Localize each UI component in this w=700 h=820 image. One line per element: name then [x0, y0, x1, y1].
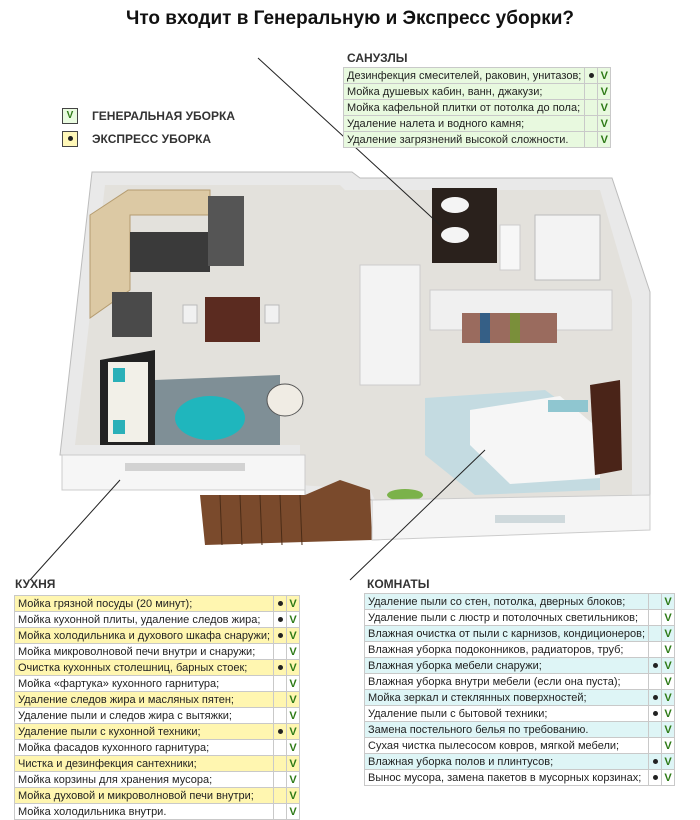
- general-mark: V: [287, 596, 300, 612]
- general-mark: V: [287, 644, 300, 660]
- task-text: Очистка кухонных столешниц, барных стоек;: [15, 660, 274, 676]
- checklist-row: [344, 68, 611, 84]
- general-mark: V: [287, 692, 300, 708]
- dot-icon: [278, 665, 283, 670]
- dot-icon: [653, 775, 658, 780]
- express-mark: [274, 612, 287, 628]
- checklist-row: [15, 772, 300, 788]
- express-mark: [585, 68, 598, 84]
- dot-icon: [278, 633, 283, 638]
- checklist-row: [365, 738, 675, 754]
- general-mark: V: [662, 706, 675, 722]
- checklist-row: [15, 708, 300, 724]
- task-text: Вынос мусора, замена пакетов в мусорных корзинах;: [365, 770, 649, 786]
- general-mark: V: [662, 738, 675, 754]
- checklist-row: [15, 804, 300, 820]
- task-text: Мойка корзины для хранения мусора;: [15, 772, 274, 788]
- page-title: Что входит в Генеральную и Экспресс уборки?: [125, 8, 574, 29]
- task-text: Чистка и дезинфекция сантехники;: [15, 756, 274, 772]
- dot-icon: [62, 131, 78, 147]
- general-mark: V: [287, 724, 300, 740]
- checklist-row: [365, 706, 675, 722]
- express-mark: [274, 628, 287, 644]
- general-mark: V: [662, 770, 675, 786]
- express-mark: [274, 644, 287, 660]
- checklist-row: [15, 676, 300, 692]
- express-mark: [649, 674, 662, 690]
- express-mark: [274, 724, 287, 740]
- dot-icon: [653, 711, 658, 716]
- bathroom-label: САНУЗЛЫ: [347, 51, 408, 65]
- express-mark: [649, 690, 662, 706]
- general-mark: V: [662, 626, 675, 642]
- express-mark: [649, 722, 662, 738]
- checklist-row: [365, 722, 675, 738]
- task-text: Влажная уборка подоконников, радиаторов, труб;: [365, 642, 649, 658]
- task-text: Мойка «фартука» кухонного гарнитура;: [15, 676, 274, 692]
- general-mark: V: [662, 674, 675, 690]
- task-text: Мойка микроволновой печи внутри и снаружи;: [15, 644, 274, 660]
- checklist-row: [365, 674, 675, 690]
- checklist-row: [15, 628, 300, 644]
- general-mark: V: [287, 756, 300, 772]
- task-text: Удаление пыли с бытовой техники;: [365, 706, 649, 722]
- legend: [62, 104, 235, 150]
- express-mark: [649, 706, 662, 722]
- dot-icon: [653, 663, 658, 668]
- express-mark: [649, 754, 662, 770]
- checklist-row: [15, 644, 300, 660]
- express-mark: [274, 740, 287, 756]
- general-mark: V: [662, 658, 675, 674]
- task-text: Влажная уборка внутри мебели (если она пуста);: [365, 674, 649, 690]
- task-text: Мойка грязной посуды (20 минут);: [15, 596, 274, 612]
- checklist-row: [365, 626, 675, 642]
- general-mark: V: [598, 132, 611, 148]
- general-mark: V: [287, 612, 300, 628]
- check-icon: V: [62, 108, 78, 124]
- general-mark: V: [287, 660, 300, 676]
- task-text: Мойка духовой и микроволновой печи внутри;: [15, 788, 274, 804]
- task-text: Влажная уборка полов и плинтусов;: [365, 754, 649, 770]
- rooms-label: КОМНАТЫ: [367, 577, 430, 591]
- task-text: Мойка кафельной плитки от потолка до пола;: [344, 100, 585, 116]
- dot-icon: [278, 601, 283, 606]
- checklist-row: [15, 596, 300, 612]
- task-text: Мойка зеркал и стеклянных поверхностей;: [365, 690, 649, 706]
- express-mark: [585, 84, 598, 100]
- checklist-row: [365, 642, 675, 658]
- express-mark: [649, 594, 662, 610]
- checklist-row: [15, 660, 300, 676]
- checklist-row: [15, 724, 300, 740]
- dot-icon: [653, 759, 658, 764]
- checklist-row: [344, 84, 611, 100]
- task-text: Влажная очистка от пыли с карнизов, кондиционеров;: [365, 626, 649, 642]
- checklist-row: [344, 116, 611, 132]
- express-mark: [274, 596, 287, 612]
- checklist-row: [15, 692, 300, 708]
- task-text: Удаление загрязнений высокой сложности.: [344, 132, 585, 148]
- task-text: Удаление пыли с кухонной техники;: [15, 724, 274, 740]
- legend-express-label: ЭКСПРЕСС УБОРКА: [92, 131, 212, 146]
- express-mark: [649, 658, 662, 674]
- checklist-row: [15, 740, 300, 756]
- checklist-row: [344, 100, 611, 116]
- checklist-row: [365, 754, 675, 770]
- task-text: Удаление пыли с люстр и потолочных светильников;: [365, 610, 649, 626]
- general-mark: V: [287, 628, 300, 644]
- dot-icon: [278, 617, 283, 622]
- express-mark: [649, 738, 662, 754]
- task-text: Дезинфекция смесителей, раковин, унитазов;: [344, 68, 585, 84]
- express-mark: [274, 676, 287, 692]
- task-text: Влажная уборка мебели снаружи;: [365, 658, 649, 674]
- dot-icon: [589, 73, 594, 78]
- task-text: Сухая чистка пылесосом ковров, мягкой мебели;: [365, 738, 649, 754]
- general-mark: V: [662, 594, 675, 610]
- checklist-row: [365, 594, 675, 610]
- dot-icon: [653, 695, 658, 700]
- express-mark: [274, 804, 287, 820]
- legend-general-label: ГЕНЕРАЛЬНАЯ УБОРКА: [92, 108, 235, 123]
- checklist-row: [344, 132, 611, 148]
- dot-icon: [278, 729, 283, 734]
- checklist-row: [15, 612, 300, 628]
- task-text: Мойка холодильника и духового шкафа снаружи;: [15, 628, 274, 644]
- general-mark: V: [287, 676, 300, 692]
- express-mark: [585, 116, 598, 132]
- checklist-row: [15, 788, 300, 804]
- express-mark: [649, 770, 662, 786]
- general-mark: V: [662, 642, 675, 658]
- task-text: Мойка фасадов кухонного гарнитура;: [15, 740, 274, 756]
- general-mark: V: [598, 116, 611, 132]
- express-mark: [274, 692, 287, 708]
- legend-express: [62, 127, 235, 150]
- general-mark: V: [287, 708, 300, 724]
- general-mark: V: [598, 68, 611, 84]
- bathroom-checklist: [343, 67, 611, 148]
- express-mark: [585, 100, 598, 116]
- general-mark: V: [662, 754, 675, 770]
- general-mark: V: [287, 788, 300, 804]
- express-mark: [649, 626, 662, 642]
- general-mark: V: [598, 84, 611, 100]
- express-mark: [274, 756, 287, 772]
- task-text: Удаление пыли со стен, потолка, дверных блоков;: [365, 594, 649, 610]
- general-mark: V: [287, 804, 300, 820]
- general-mark: V: [598, 100, 611, 116]
- general-mark: V: [287, 740, 300, 756]
- task-text: Удаление следов жира и масляных пятен;: [15, 692, 274, 708]
- express-mark: [585, 132, 598, 148]
- general-mark: V: [287, 772, 300, 788]
- general-mark: V: [662, 690, 675, 706]
- general-mark: V: [662, 722, 675, 738]
- legend-general: [62, 104, 235, 127]
- checklist-row: [365, 690, 675, 706]
- task-text: Удаление налета и водного камня;: [344, 116, 585, 132]
- express-mark: [274, 660, 287, 676]
- express-mark: [649, 642, 662, 658]
- express-mark: [274, 772, 287, 788]
- express-mark: [649, 610, 662, 626]
- kitchen-label: КУХНЯ: [15, 577, 56, 591]
- rooms-checklist: [364, 593, 675, 786]
- checklist-row: [15, 756, 300, 772]
- task-text: Мойка кухонной плиты, удаление следов жира;: [15, 612, 274, 628]
- express-mark: [274, 788, 287, 804]
- general-mark: V: [662, 610, 675, 626]
- task-text: Удаление пыли и следов жира с вытяжки;: [15, 708, 274, 724]
- task-text: Мойка душевых кабин, ванн, джакузи;: [344, 84, 585, 100]
- task-text: Мойка холодильника внутри.: [15, 804, 274, 820]
- checklist-row: [365, 658, 675, 674]
- checklist-row: [365, 770, 675, 786]
- task-text: Замена постельного белья по требованию.: [365, 722, 649, 738]
- checklist-row: [365, 610, 675, 626]
- kitchen-checklist: [14, 595, 300, 820]
- express-mark: [274, 708, 287, 724]
